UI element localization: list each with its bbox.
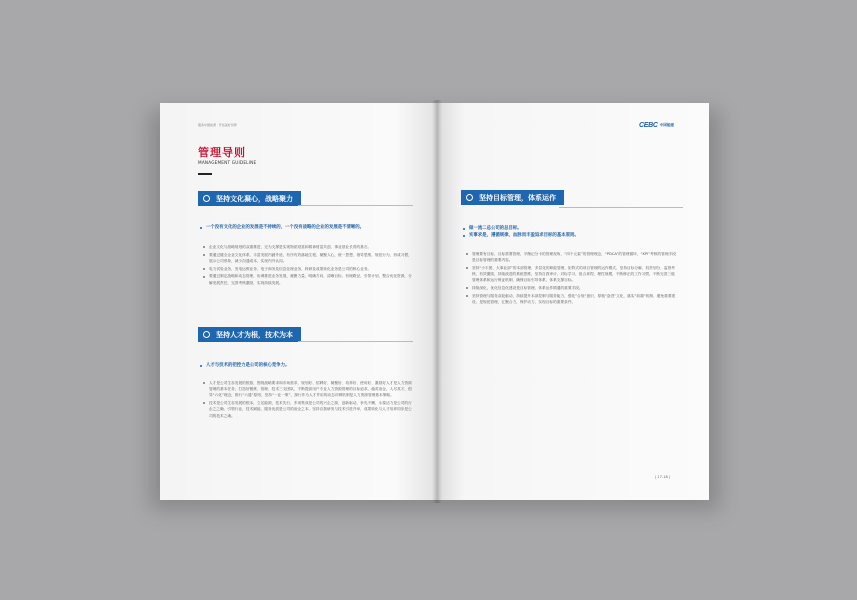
lead-line: 做一流二总公司的总目标。 xyxy=(463,225,678,232)
section-heading-text: 坚持目标管理，体系运作 xyxy=(479,192,556,202)
bullet-list xyxy=(465,251,677,307)
circle-bullet-icon xyxy=(466,194,473,201)
lead-line: 一个没有文化的企业的发展是不持续的，一个没有战略的企业的发展是不清晰的。 xyxy=(200,224,412,231)
list-item: 企业文化与战略规划的双重推进，完为支撑是实现物质财富和精神财富共创，事业基业长青的基石。 xyxy=(202,244,414,250)
list-item: 要通过制定战略和动态管理，协调推进业务发展，凝聚力量，明确方向，清晰目标，有理路径，引领计划，整合优化资源，分解发展责任，完善考核激励，实现持续发展。 xyxy=(202,273,414,285)
bullet-list xyxy=(202,244,414,287)
page-header: 服务中国能源 · 开拓美好世界 xyxy=(198,123,237,127)
section-lead xyxy=(200,362,412,369)
logo-mark: CEBC xyxy=(639,122,658,129)
section-rule xyxy=(298,205,413,206)
list-item: 坚持“小丰团，大事业部”的本部管理，多层化的职能管理，矩阵式的项目管理的运作模式，坚持目标分解，权责划分，监督考核，有效激励，持续改进的系统思维，坚持自我审计，对标学习，组合拿捏，理性规模，不断修正的工作习惯，不断完善三级管理体系和运行保证机制，确保目标引导体系，体系支撑目标。 xyxy=(465,265,677,284)
section-heading-text: 坚持人才为根，技术为本 xyxy=(216,329,293,339)
lead-line: 人才与技术的把控力是公司的核心竞争力。 xyxy=(200,362,412,369)
list-item: 坚持管理与服务双轮驱动，持续提升本部控制与服务能力，强化“合规”意识，厚植“奋进”文化，落实“前端”机制，避免重要建设，是规范管理，汇聚合力，保护动力，实现目标的重要条件。 xyxy=(465,293,677,305)
page-title: 管理导则 xyxy=(198,146,246,159)
list-item: 人才是公司生存发展的根基，围绕战略要求和市场需求，规划好、招聘好、凝聚好、培养好、使用好、激励好人才是人力资源管理的基本任务，打造好锻炼、管理、技术三支团队，不断提高用户专业人力资源管理的目标追求，稳英治企，人尽其才，倡导“六化”理念，推行“六通”原则，坚持“一业一策”，探行作为人才并用的动态评聘机制是人力资源管理基本策略。 xyxy=(202,380,414,399)
list-item: 技术是公司生存发展的根本，立足能源，技术先行，多项集成是公司的兴企之源，创新驱动，争先不懈，永葆活力是公司的行企之之确，引领行业，技术赋能，服务优质是公司的治企之本，坚持自我研发与技术引进并举，成果转化与人才培养同步是公司的技术之魂。 xyxy=(202,400,414,419)
list-item: 管理要有目标，目标需要管理，平衡记分卡的管理视角，“四个元素”的管理理念，“PDCA”的管理循环，“KPI”考核的管理手段是目标管理的重要内容。 xyxy=(465,251,677,263)
section-rule xyxy=(559,207,683,208)
list-item: 电力试验业务，发电运维业务，电子商务及信息化理业务，科研及成果转化业务是公司的核心业务。 xyxy=(202,266,414,272)
logo-text: 中国能建 xyxy=(659,123,675,127)
left-page xyxy=(160,103,437,500)
company-logo xyxy=(639,122,674,129)
section-heading-goals xyxy=(461,190,564,205)
page-number: | 17-18 | xyxy=(655,475,671,479)
book-spine xyxy=(432,100,442,503)
section-heading-text: 坚持文化凝心，战略聚力 xyxy=(216,193,293,203)
section-heading-talent xyxy=(198,327,301,342)
circle-bullet-icon xyxy=(203,195,210,202)
bullet-list xyxy=(202,380,414,420)
section-lead xyxy=(200,224,412,231)
section-lead xyxy=(463,225,678,239)
section-rule xyxy=(298,341,413,342)
page-subtitle: MANAGEMENT GUIDELINE xyxy=(198,160,257,165)
list-item: 持续深化，优化信息化建设是目标管理，体系运作精通的重要手段。 xyxy=(465,285,677,291)
circle-bullet-icon xyxy=(203,331,210,338)
title-divider xyxy=(198,173,212,175)
section-heading-culture xyxy=(198,191,301,206)
lead-line: 实事求是，遵循规律，血脉而丰盈追求目标的基本原则。 xyxy=(463,232,678,239)
right-page xyxy=(437,103,709,500)
list-item: 要通过健全企业文化体系，丰富发展内涵外延，有序有效落地生根，凝聚人心，统一思想，指导思维，规范行为，形成习惯，展示公司形象，减少沟通成本，实现内外认同。 xyxy=(202,252,414,264)
